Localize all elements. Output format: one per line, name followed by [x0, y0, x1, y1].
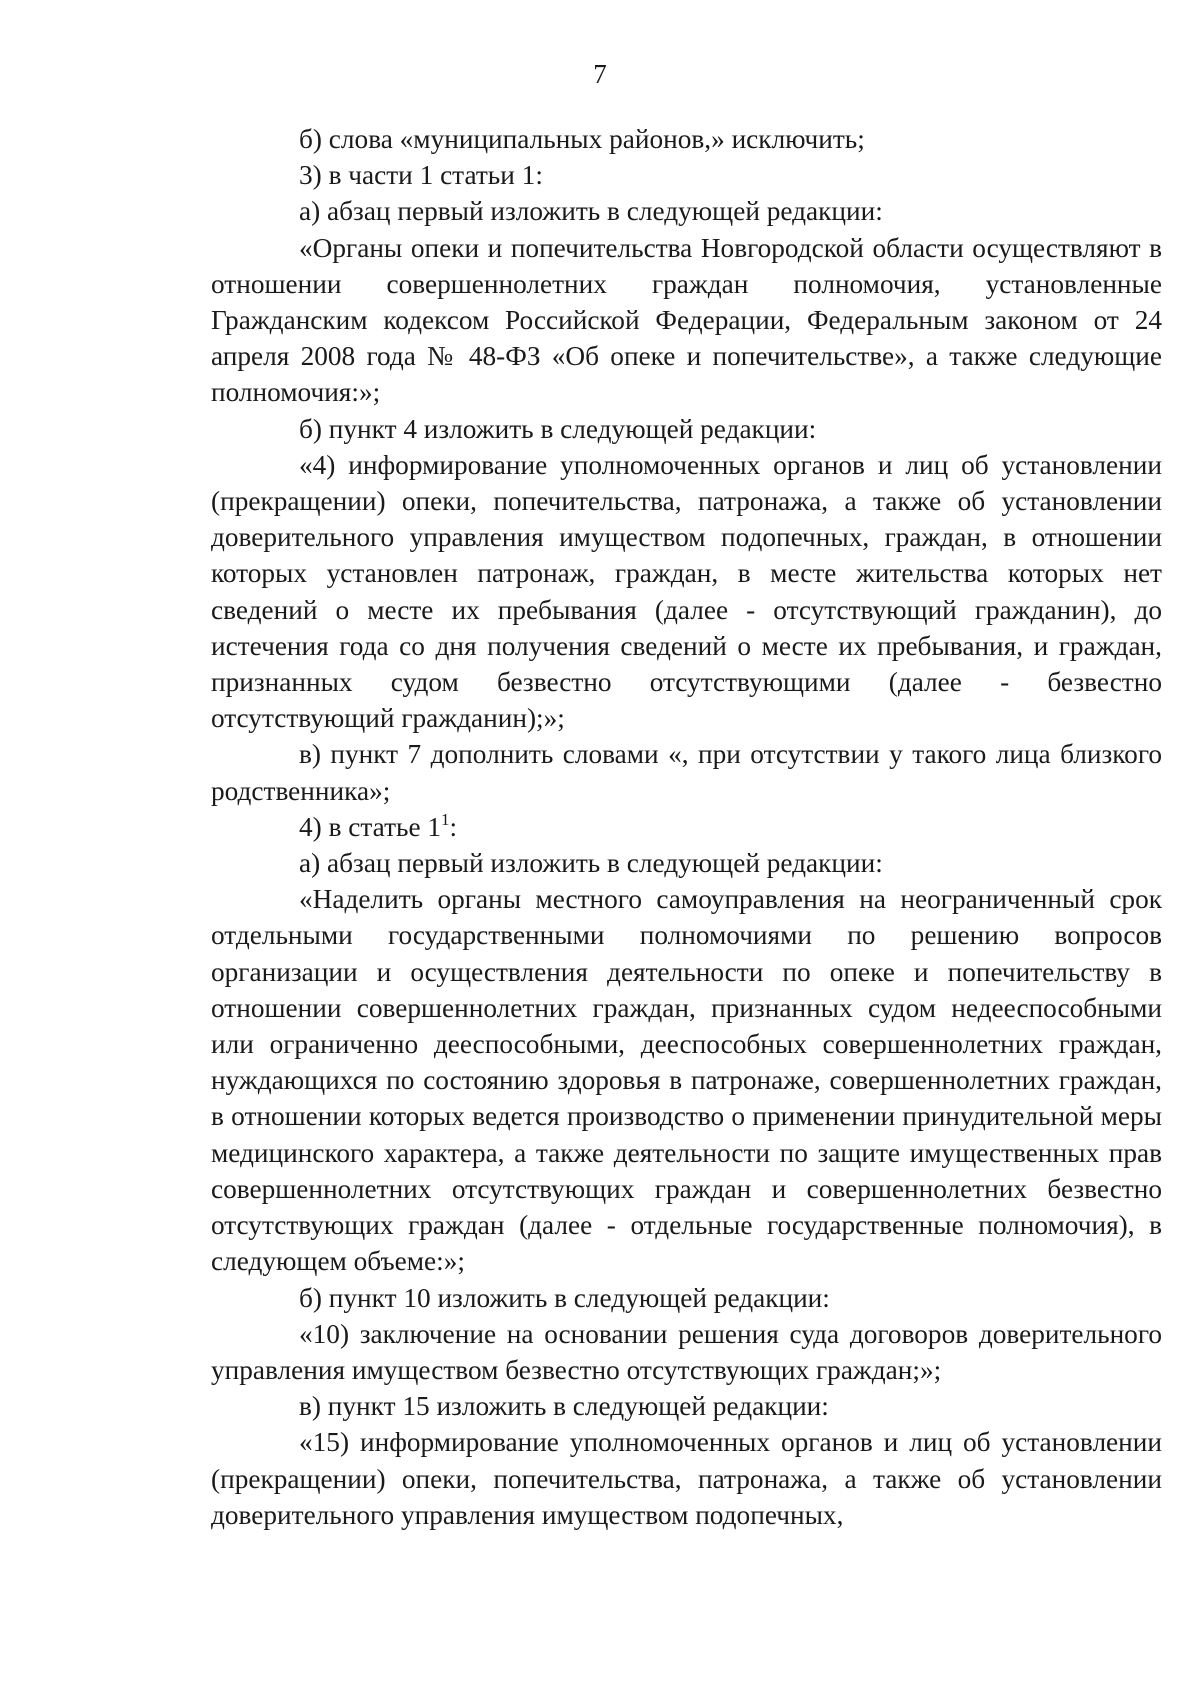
paragraph-with-superscript [211, 809, 1162, 845]
paragraph: в) пункт 7 дополнить словами «, при отсутствии у такого лица близкого родственника»; [211, 739, 1162, 806]
paragraph: б) пункт 4 изложить в следующей редакции: [299, 413, 817, 444]
paragraph: «10) заключение на основании решения суда договоров доверительного управления имуществом безвестно отсутствующих граждан;»; [211, 1318, 1162, 1385]
paragraph: «Наделить органы местного самоуправления на неограниченный срок отдельными государственными полномочиями по решению вопросов организации и осуществления деятельности по опеке и попечительству в отношении совершеннолетних граждан, признанных судом недееспособными или ограниченно дееспособными, дееспособных совершеннолетних граждан, нуждающихся по состоянию здоровья в патронаже, совершеннолетних граждан, в отношении которых ведется производство о применении принудительной меры медицинского характера, а также деятельности по защите имущественных прав совершеннолетних отсутствующих граждан и совершеннолетних безвестно отсутствующих граждан (далее - отдельные государственные полномочия), в следующем объеме:»; [211, 884, 1162, 1277]
paragraph: в) пункт 15 изложить в следующей редакции: [299, 1391, 829, 1422]
superscript: 1 [441, 809, 450, 829]
paragraph: «Органы опеки и попечительства Новгородской области осуществляют в отношении совершеннолетних граждан полномочия, установленные Гражданским кодексом Российской Федерации, Федеральным законом от 24 апреля 2008 года № 48-ФЗ «Об опеке и попечительстве», а также следующие полномочия:»; [211, 232, 1162, 408]
paragraph-text: 4) в статье 1 [299, 811, 442, 842]
paragraph: а) абзац первый изложить в следующей редакции: [299, 196, 883, 227]
page-number: 7 [593, 59, 607, 89]
paragraph: а) абзац первый изложить в следующей редакции: [299, 848, 883, 879]
paragraph-text-after: : [449, 811, 458, 842]
paragraph: «15) информирование уполномоченных органов и лиц об установлении (прекращении) опеки, попечительства, патронажа, а также об установлении доверительного управления имуществом подопечных, [211, 1427, 1162, 1530]
paragraph: 3) в части 1 статьи 1: [299, 160, 543, 191]
document-body [211, 121, 1162, 1533]
paragraph: б) пункт 10 изложить в следующей редакции: [299, 1282, 830, 1313]
paragraph: «4) информирование уполномоченных органов и лиц об установлении (прекращении) опеки, попечительства, патронажа, а также об установлении доверительного управления имуществом подопечных, граждан, в отношении которых установлен патронаж, граждан, в месте жительства которых нет сведений о месте их пребывания (далее - отсутствующий гражданин), до истечения года со дня получения сведений о месте их пребывания, и граждан, признанных судом безвестно отсутствующими (далее - безвестно отсутствующий гражданин);»; [211, 449, 1162, 734]
paragraph: б) слова «муниципальных районов,» исключить; [299, 124, 865, 154]
